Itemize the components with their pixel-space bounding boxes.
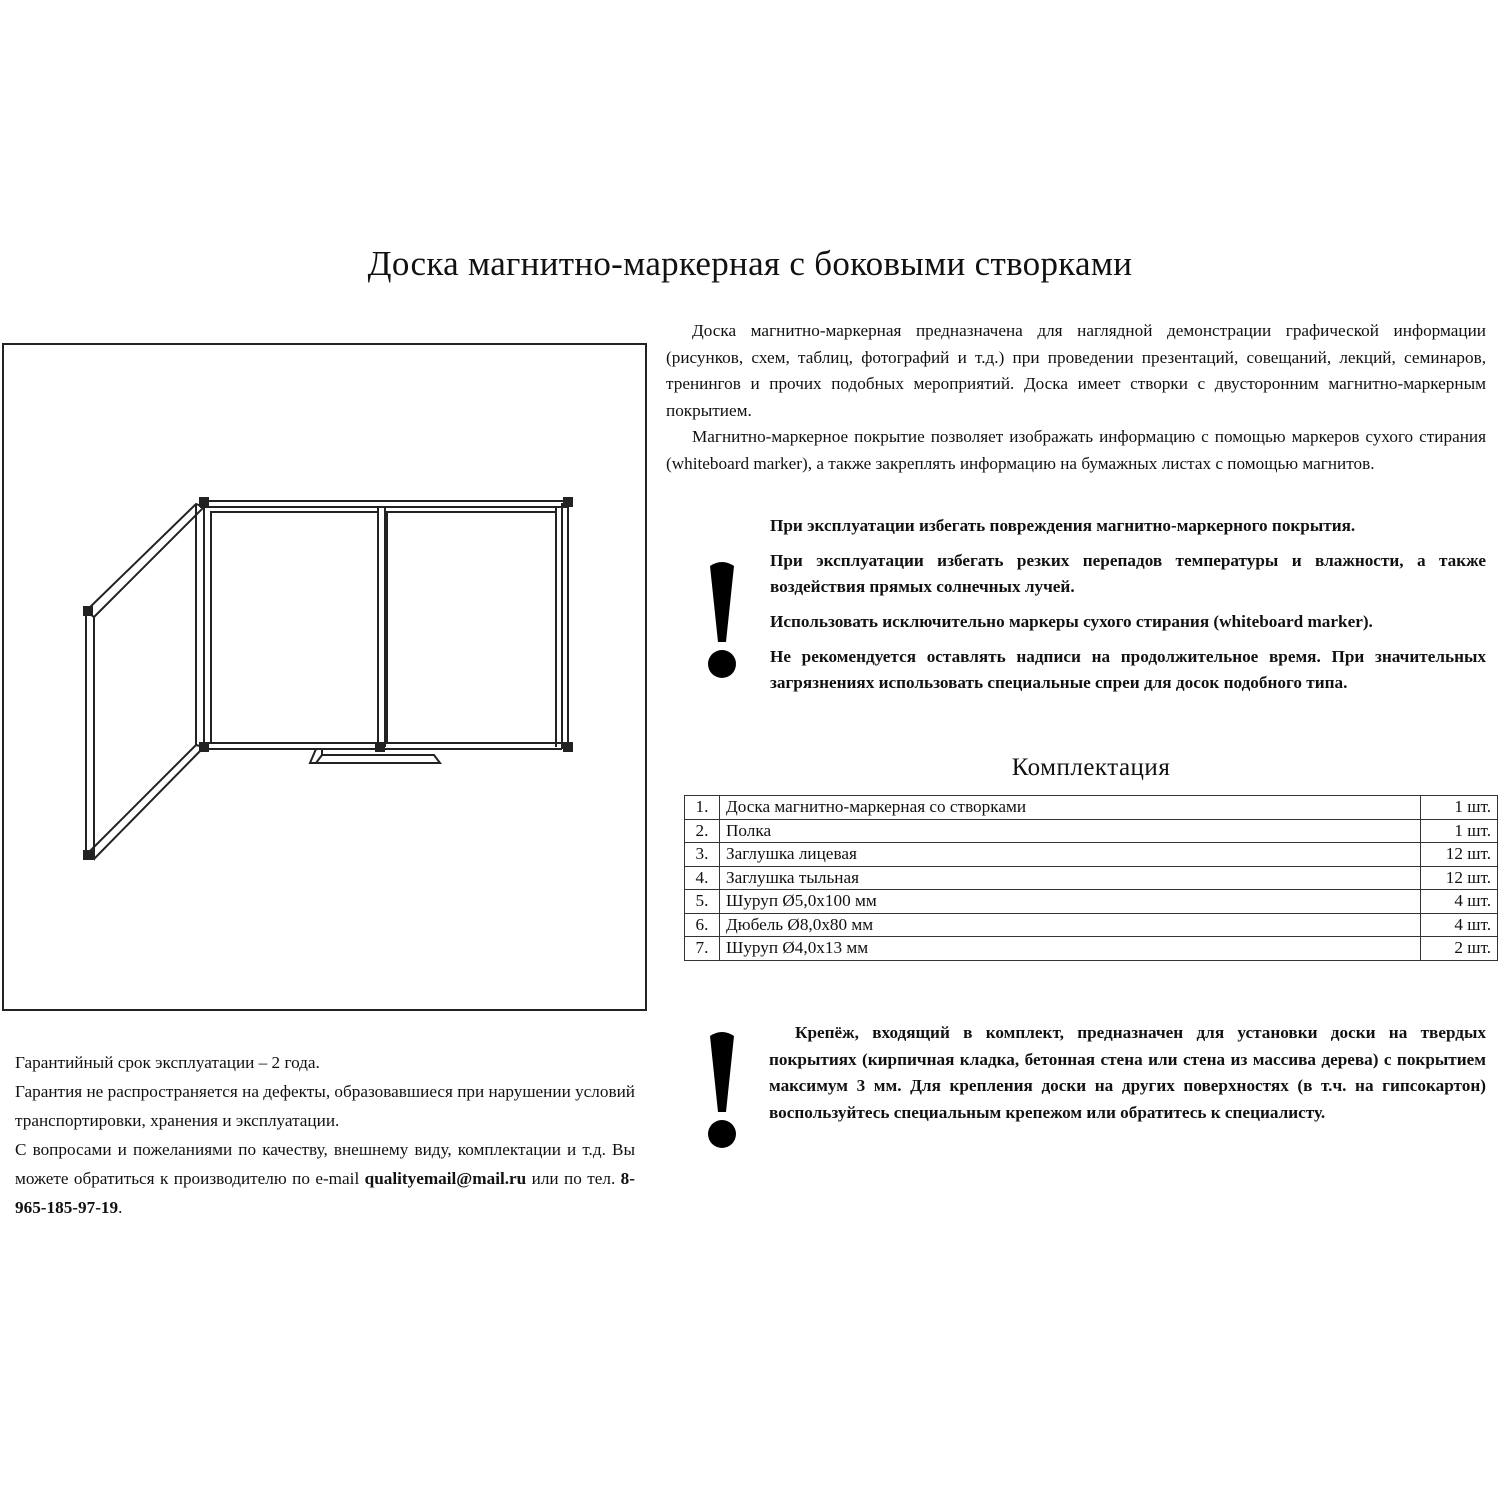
exclamation-icon xyxy=(702,1030,742,1152)
table-row xyxy=(685,819,1498,843)
row-number: 7. xyxy=(685,937,720,961)
row-number: 4. xyxy=(685,866,720,890)
usage-warnings xyxy=(770,513,1486,705)
row-quantity: 2 шт. xyxy=(1421,937,1498,961)
row-number: 2. xyxy=(685,819,720,843)
contact-phone: 8-965-185-97-19 xyxy=(15,1169,635,1217)
exclamation-icon xyxy=(702,560,742,682)
row-quantity: 12 шт. xyxy=(1421,866,1498,890)
table-row xyxy=(685,796,1498,820)
row-item-name: Полка xyxy=(720,819,1421,843)
row-item-name: Шуруп Ø5,0х100 мм xyxy=(720,890,1421,914)
whiteboard-drawing xyxy=(4,345,645,1009)
contact-prefix: С вопросами и пожеланиями по качеству, внешнему виду, комплектации и т.д. Вы можете обратиться к производителю по e-mail xyxy=(15,1140,635,1188)
row-number: 3. xyxy=(685,843,720,867)
intro-paragraph-2: Магнитно-маркерное покрытие позволяет изображать информацию с помощью маркеров сухого стирания (whiteboard marker), а также закреплять информацию на бумажных листах с помощью магнитов. xyxy=(666,427,1486,473)
row-quantity: 1 шт. xyxy=(1421,796,1498,820)
row-number: 6. xyxy=(685,913,720,937)
intro-paragraph-1: Доска магнитно-маркерная предназначена для наглядной демонстрации графической информации (рисунков, схем, таблиц, фотографий и т.д.) при проведении презентаций, совещаний, лекций, семинаров, тренингов и прочих подобных мероприятий. Доска имеет створки с двусторонним магнитно-маркерным покрытием. xyxy=(666,321,1486,420)
product-illustration-frame xyxy=(2,343,647,1011)
row-item-name: Заглушка тыльная xyxy=(720,866,1421,890)
row-number: 1. xyxy=(685,796,720,820)
intro-text xyxy=(666,318,1486,477)
row-quantity: 4 шт. xyxy=(1421,890,1498,914)
warranty-text xyxy=(15,1048,635,1222)
table-row xyxy=(685,843,1498,867)
table-row xyxy=(685,937,1498,961)
row-quantity: 4 шт. xyxy=(1421,913,1498,937)
table-row xyxy=(685,866,1498,890)
table-row xyxy=(685,890,1498,914)
warranty-exclusions: Гарантия не распространяется на дефекты, образовавшиеся при нарушении условий транспортировки, хранения и эксплуатации. xyxy=(15,1082,635,1130)
row-item-name: Шуруп Ø4,0х13 мм xyxy=(720,937,1421,961)
row-item-name: Заглушка лицевая xyxy=(720,843,1421,867)
row-quantity: 1 шт. xyxy=(1421,819,1498,843)
kit-table xyxy=(684,795,1498,961)
warranty-term: Гарантийный срок эксплуатации – 2 года. xyxy=(15,1053,320,1072)
contact-mid: или по тел. xyxy=(526,1169,621,1188)
warning-item: При эксплуатации избегать резких перепадов температуры и влажности, а также воздействия прямых солнечных лучей. xyxy=(770,551,1486,596)
row-item-name: Дюбель Ø8,0х80 мм xyxy=(720,913,1421,937)
row-item-name: Доска магнитно-маркерная со створками xyxy=(720,796,1421,820)
mounting-note-text: Крепёж, входящий в комплект, предназначен для установки доски на твердых покрытиях (кирпичная кладка, бетонная стена или стена из массива дерева) с покрытием максимум 3 мм. Для крепления доски на других поверхностях (в т.ч. на гипсокартон) воспользуйтесь специальным крепежом или обратитесь к специалисту. xyxy=(769,1023,1486,1122)
contact-email: qualityemail@mail.ru xyxy=(364,1169,527,1188)
row-quantity: 12 шт. xyxy=(1421,843,1498,867)
mounting-note xyxy=(769,1020,1486,1126)
warning-item: При эксплуатации избегать повреждения магнитно-маркерного покрытия. xyxy=(770,516,1356,535)
kit-title: Комплектация xyxy=(1011,754,1171,781)
page-title: Доска магнитно-маркерная с боковыми створками xyxy=(367,244,1133,283)
row-number: 5. xyxy=(685,890,720,914)
warning-item: Не рекомендуется оставлять надписи на продолжительное время. При значительных загрязнениях использовать специальные спреи для досок подобного типа. xyxy=(770,647,1486,692)
table-row xyxy=(685,913,1498,937)
contact-suffix: . xyxy=(118,1198,123,1217)
warning-item: Использовать исключительно маркеры сухого стирания (whiteboard marker). xyxy=(770,612,1373,631)
warranty-contact xyxy=(15,1135,635,1222)
